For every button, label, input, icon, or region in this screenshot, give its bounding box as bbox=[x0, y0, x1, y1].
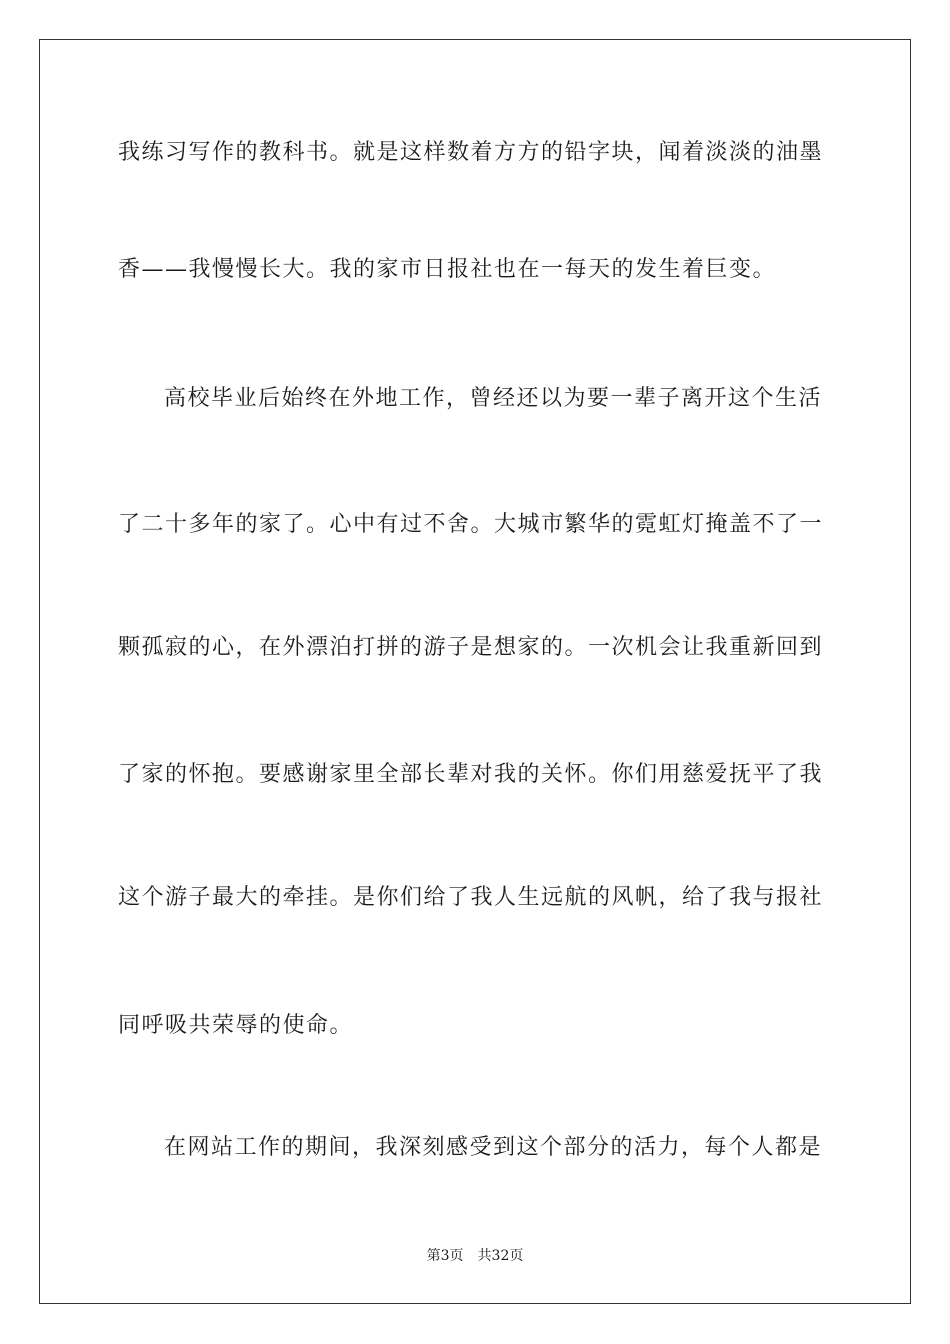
body-text-line: 我练习写作的教科书。就是这样数着方方的铅字块，闻着淡淡的油墨 bbox=[118, 140, 824, 165]
body-text-line: 颗孤寂的心，在外漂泊打拼的游子是想家的。一次机会让我重新回到 bbox=[118, 635, 824, 660]
body-text-line: 香——我慢慢长大。我的家市日报社也在一每天的发生着巨变。 bbox=[118, 257, 777, 282]
page-border bbox=[39, 39, 911, 1304]
body-text-line: 了二十多年的家了。心中有过不舍。大城市繁华的霓虹灯掩盖不了一 bbox=[118, 512, 824, 537]
page-number: 第3页 bbox=[426, 1248, 464, 1264]
body-text-line: 这个游子最大的牵挂。是你们给了我人生远航的风帆，给了我与报社 bbox=[118, 885, 824, 910]
page-footer bbox=[0, 1247, 950, 1265]
body-text-line: 同呼吸共荣辱的使命。 bbox=[118, 1013, 354, 1038]
body-text-line: 了家的怀抱。要感谢家里全部长辈对我的关怀。你们用慈爱抚平了我 bbox=[118, 762, 824, 787]
page-total: 共32页 bbox=[477, 1248, 524, 1264]
paragraph-first-line: 高校毕业后始终在外地工作，曾经还以为要一辈子离开这个生活 bbox=[164, 386, 823, 411]
paragraph-first-line: 在网站工作的期间，我深刻感受到这个部分的活力，每个人都是 bbox=[164, 1135, 823, 1160]
